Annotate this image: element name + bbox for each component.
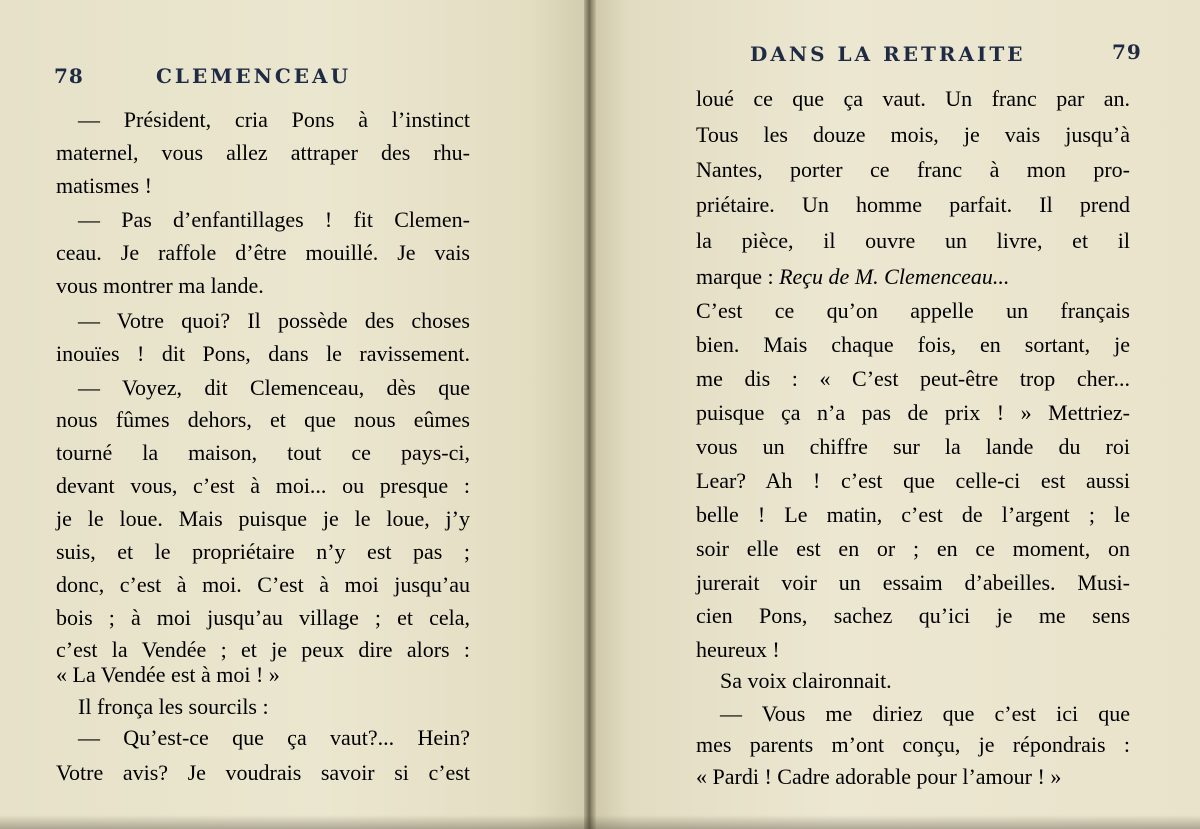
text-line: belle ! Le matin, c’est de l’argent ; le xyxy=(696,502,1130,527)
text-line: je le loue. Mais puisque je le loue, j’y xyxy=(56,506,470,531)
text-line: donc, c’est à moi. C’est à moi jusqu’au xyxy=(56,572,470,597)
text-line: inouïes ! dit Pons, dans le ravissement. xyxy=(56,341,470,366)
text-line: Nantes, porter ce franc à mon pro- xyxy=(696,157,1130,182)
text-line: — Voyez, dit Clemenceau, dès que xyxy=(78,375,470,400)
text-line: la pièce, il ouvre un livre, et il xyxy=(696,228,1130,253)
text-fragment: marque : xyxy=(696,264,780,289)
text-line: nous fûmes dehors, et que nous eûmes xyxy=(56,407,470,432)
text-line: c’est la Vendée ; et je peux dire alors : xyxy=(56,637,470,662)
text-line: — Pas d’enfantillages ! fit Clemen- xyxy=(78,207,470,232)
text-line: — Vous me diriez que c’est ici que xyxy=(720,701,1130,726)
text-line: — Votre quoi? Il possède des choses xyxy=(78,308,470,333)
text-line: — Qu’est-ce que ça vaut?... Hein? xyxy=(78,725,470,750)
text-line: Votre avis? Je voudrais savoir si c’est xyxy=(56,760,470,785)
text-line: vous un chiffre sur la lande du roi xyxy=(696,434,1130,459)
text-line: C’est ce qu’on appelle un français xyxy=(696,298,1130,323)
right-page-number: 79 xyxy=(1112,40,1142,64)
text-line: ceau. Je raffole d’être mouillé. Je vais xyxy=(56,240,470,265)
text-line: maternel, vous allez attraper des rhu- xyxy=(56,140,470,165)
text-line: suis, et le propriétaire n’y est pas ; xyxy=(56,539,470,564)
text-line: puisque ça n’a pas de prix ! » Mettriez- xyxy=(696,400,1130,425)
text-line: matismes ! xyxy=(56,173,152,198)
text-line: « La Vendée est à moi ! » xyxy=(56,662,280,687)
text-line: — Président, cria Pons à l’instinct xyxy=(78,107,470,132)
book-gutter xyxy=(584,0,596,829)
text-line: Tous les douze mois, je vais jusqu’à xyxy=(696,122,1130,147)
text-line: Il fronça les sourcils : xyxy=(78,694,269,719)
text-line: cien Pons, sachez qu’ici je me sens xyxy=(696,603,1130,628)
text-line: heureux ! xyxy=(696,637,780,662)
text-line: bien. Mais chaque fois, en sortant, je xyxy=(696,332,1130,357)
text-line: vous montrer ma lande. xyxy=(56,273,264,298)
text-line: tourné la maison, tout ce pays-ci, xyxy=(56,440,470,465)
text-line: Lear? Ah ! c’est que celle-ci est aussi xyxy=(696,468,1130,493)
text-line: « Pardi ! Cadre adorable pour l’amour ! » xyxy=(696,764,1062,789)
text-line: mes parents m’ont conçu, je répondrais : xyxy=(696,732,1130,757)
text-line: priétaire. Un homme parfait. Il prend xyxy=(696,192,1130,217)
text-line-with-italic xyxy=(696,264,1130,290)
page-bottom-shadow xyxy=(0,815,1200,829)
left-running-head: CLEMENCEAU xyxy=(156,64,352,88)
text-line: soir elle est en or ; en ce moment, on xyxy=(696,536,1130,561)
right-running-head: DANS LA RETRAITE xyxy=(750,42,1026,66)
text-line: me dis : « C’est peut-être trop cher... xyxy=(696,366,1130,391)
text-line: devant vous, c’est à moi... ou presque : xyxy=(56,473,470,498)
italic-receipt-text: Reçu de M. Clemenceau... xyxy=(779,264,1010,289)
text-line: bois ; à moi jusqu’au village ; et cela, xyxy=(56,605,470,630)
text-line: loué ce que ça vaut. Un franc par an. xyxy=(696,86,1130,111)
left-page-number: 78 xyxy=(54,64,84,88)
text-line: jurerait voir un essaim d’abeilles. Musi- xyxy=(696,570,1130,595)
text-line: Sa voix claironnait. xyxy=(720,668,892,693)
